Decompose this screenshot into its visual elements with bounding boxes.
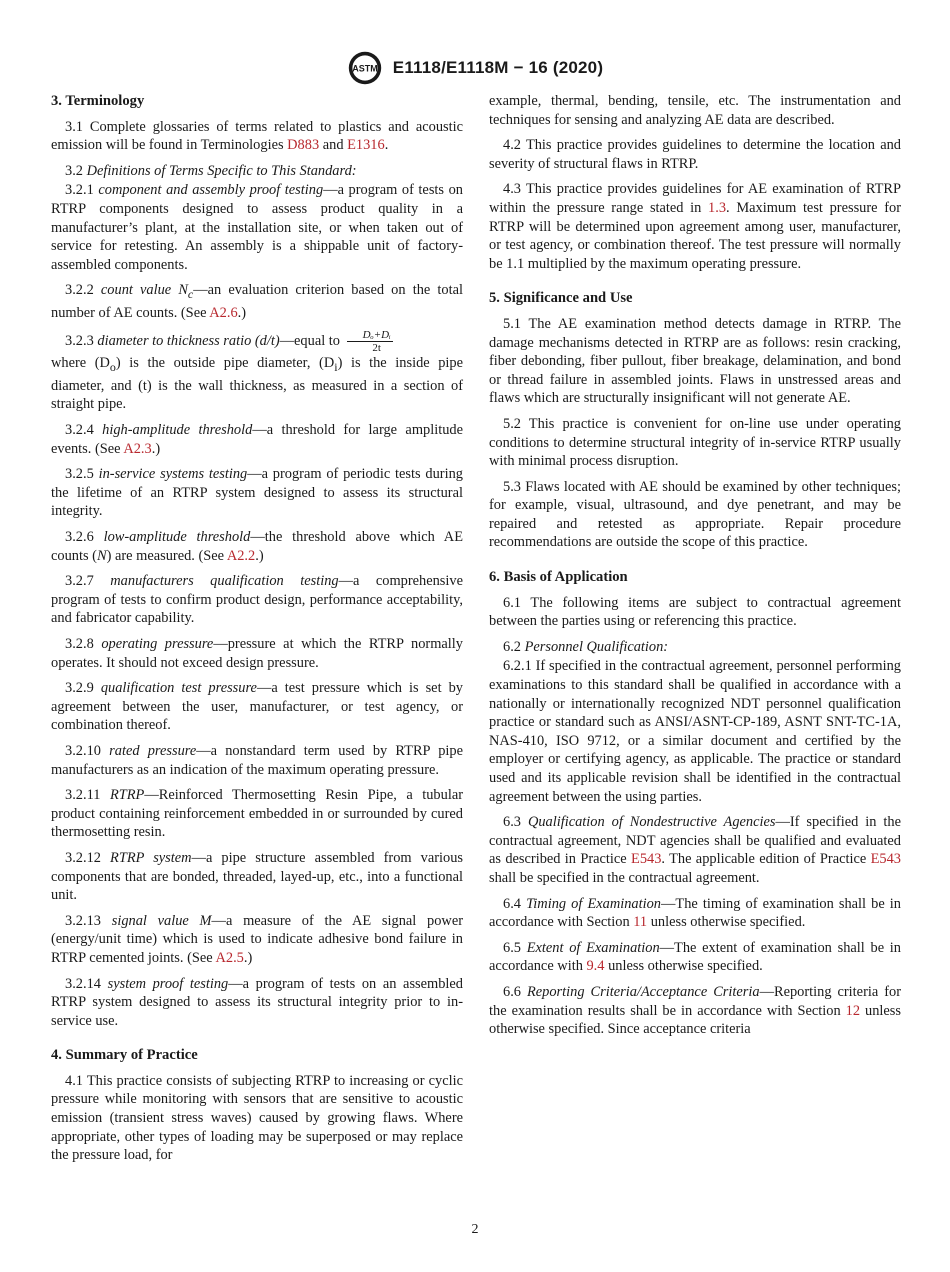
reference-link[interactable]: E543 xyxy=(870,851,901,868)
page-header xyxy=(0,50,950,86)
paragraph: 6.6 Reporting Criteria/Acceptance Criteria—Reporting criteria for the examination results shall be in accordance with Section 12 unless otherwise specified. Since acceptance criteria xyxy=(489,983,902,1038)
right-column xyxy=(489,92,901,1046)
paragraph: 4.2 This practice provides guidelines to determine the location and severity of structural flaws in RTRP. xyxy=(489,137,901,172)
definition: 3.2.14 system proof testing—a program of tests on an assembled RTRP system designed to assess its structural integrity prior to in-service use. xyxy=(51,975,464,1029)
term: RTRP xyxy=(109,787,145,804)
definition: 3.2.6 low-amplitude threshold—the threshold above which AE counts (N) are measured. (See A2.2.) xyxy=(51,529,463,564)
term: component and assembly proof testing xyxy=(98,182,324,199)
page-number: 2 xyxy=(471,1222,479,1237)
logo-text: ASTM xyxy=(352,63,378,74)
reference-link[interactable]: D883 xyxy=(287,137,320,154)
reference-link[interactable]: A2.6 xyxy=(209,304,238,321)
reference-link[interactable]: 1.3 xyxy=(708,199,727,216)
term: rated pressure xyxy=(109,742,197,759)
left-column xyxy=(51,92,463,1172)
paragraph: 4.1 This practice consists of subjecting RTRP to increasing or cyclic pressure while monitoring with sensors that are sensitive to acoustic emission (transient stress waves) caused by growing flaws. Where appropriate, other types of loading may be superposed or may replace the pressure load, for xyxy=(51,1072,463,1164)
formula-fraction: $\frac{\text{Dₒ+Dᵢ}}{2t}$ xyxy=(347,329,393,354)
definition: 3.2.7 manufacturers qualification testing—a comprehensive program of tests to confirm product design, performance acceptability, and fabricator capability. xyxy=(51,573,463,627)
term: operating pressure xyxy=(101,636,214,652)
term: manufacturers qualification testing xyxy=(110,573,339,590)
definition: 3.2.2 count value $N_c—an$ evaluation criterion based on the total number of AE counts. (See A2.6.) xyxy=(51,282,463,321)
definition: 3.2.13 signal value M—a measure of the AE signal power (energy/unit time) which is used to indicate adhesive bond failure in RTRP cemented joints. (See A2.5.) xyxy=(51,912,464,966)
term: signal value M xyxy=(111,912,212,929)
paragraph: 6.2.1 If specified in the contractual agreement, personnel performing examinations to this standard shall be qualified in accordance with a nationally or internationally recognized NDT personnel qualification practice or standard such as ANSI/ASNT-CP-189, ASNT SNT-TC-1A, NAS-410, ISO 9712, or a similar document and certified by the employer or certifying agency, as applicable. The practice or standard used and its applicable revision shall be identified in the contractual agreement between the using parties. xyxy=(489,658,901,805)
definition: 3.2.1 component and assembly proof testing—a program of tests on RTRP components designed to assess product quality in a manufacturer’s plant, at the installation site, or when taken out of service for retesting. An assembly is a shippable unit of factory-assembled components. xyxy=(51,182,463,273)
reference-link[interactable]: A2.2 xyxy=(226,547,256,564)
paragraph: 3.2 Definitions of Terms Specific to This Standard: xyxy=(65,162,357,179)
definition: 3.2.10 rated pressure—a nonstandard term used by RTRP pipe manufacturers as an indication of the maximum operating pressure. xyxy=(51,742,463,778)
term: low-amplitude threshold xyxy=(103,529,251,546)
term: count value N xyxy=(100,282,188,299)
term: high-amplitude threshold xyxy=(102,422,253,439)
term: system proof testing xyxy=(107,975,229,992)
paragraph: 6.3 Qualification of Nondestructive Agencies—If specified in the contractual agreement, NDT agencies shall be qualified and evaluated as described in Practice E543. The applicable edition of Practice E543 shall be specified in the contractual agreement. xyxy=(489,814,902,886)
standard-designation: E1118/E1118M − 16 (2020) xyxy=(392,58,604,77)
section-heading: 5. Significance and Use xyxy=(489,290,633,307)
paragraph: 5.1 The AE examination method detects damage in RTRP. The damage mechanisms detected in RTRP are as follows: resin cracking, fiber debonding, fiber pullout, fiber breakage, delamination, and bond or thread failure in assembled joints. Flaws in unstressed areas and flaws which are structurally insignificant will not generate AE. xyxy=(489,315,901,407)
paragraph: 6.5 Extent of Examination—The extent of examination shall be in accordance with 9.4 unless otherwise specified. xyxy=(489,939,901,975)
paragraph: 4.3 This practice provides guidelines for AE examination of RTRP within the pressure range stated in 1.3. Maximum test pressure for RTRP will be determined upon agreement among user, manufacturer, or test agency, or combination thereof. The test pressure will normally be 1.1 multiplied by the maximum operating pressure. xyxy=(489,181,901,272)
definition: 3.2.5 in-service systems testing—a program of periodic tests during the lifetime of an RTRP system designed to assess its structural integrity. xyxy=(51,466,463,520)
term: diameter to thickness ratio (d/t) xyxy=(97,333,280,350)
definition: 3.2.8 operating pressure—pressure at which the RTRP normally operates. It should not exceed design pressure. xyxy=(51,636,463,671)
paragraph-continuation: example, thermal, bending, tensile, etc. The instrumentation and techniques for sensing and analyzing AE data are described. xyxy=(489,93,901,128)
reference-link[interactable]: 9.4 xyxy=(586,958,605,975)
reference-link[interactable]: E543 xyxy=(631,851,662,868)
paragraph: 6.2 Personnel Qualification: xyxy=(503,638,669,655)
paragraph: 5.2 This practice is convenient for on-line use under operating conditions to determine structural integrity of in-service RTRP usually with minimal process disruption. xyxy=(489,415,901,470)
reference-link[interactable]: A2.3 xyxy=(123,440,152,457)
reference-link[interactable]: 12 xyxy=(845,1002,861,1019)
paragraph: 3.1 Complete glossaries of terms related to plastics and acoustic emission will be found in Terminologies D883 and E1316. xyxy=(51,118,463,154)
definition: 3.2.9 qualification test pressure—a test pressure which is set by agreement between the user, manufacturer, or test agency, or combination thereof. xyxy=(51,680,463,734)
reference-link[interactable]: A2.5 xyxy=(215,949,244,966)
term: in-service systems testing xyxy=(98,466,248,483)
definition: 3.2.12 RTRP system—a pipe structure assembled from various components that are bonded, threaded, layed-up, etc., into a functional unit. xyxy=(51,849,463,904)
paragraph: 6.1 The following items are subject to contractual agreement between the parties using or referencing this practice. xyxy=(489,594,901,630)
reference-link[interactable]: 11 xyxy=(633,914,648,931)
section-heading: 3. Terminology xyxy=(51,93,145,109)
definition: 3.2.3 diameter to thickness ratio (d/t)—equal to $\frac{\text{Dₒ+Dᵢ}}{2t}$ where $(D_o)$ is the outside pipe diameter, $(D_i)$ is the inside pipe diameter, and (t) is the wall thickness, as measured in a section of straight pipe. xyxy=(51,329,463,413)
paragraph: 6.4 Timing of Examination—The timing of examination shall be in accordance with Section 11 unless otherwise specified. xyxy=(489,895,901,931)
definition: 3.2.4 high-amplitude threshold—a threshold for large amplitude events. (See A2.3.) xyxy=(51,422,463,457)
term: qualification test pressure xyxy=(100,680,257,697)
reference-link[interactable]: E1316 xyxy=(347,137,385,154)
definition: 3.2.11 RTRP—Reinforced Thermosetting Resin Pipe, a tubular product containing reinforcement embedded in or surrounded by cured thermosetting resin. xyxy=(51,787,463,841)
term: RTRP system xyxy=(110,849,192,866)
paragraph: 5.3 Flaws located with AE should be examined by other techniques; for example, visual, ultrasound, and dye penetrant, and may be repaired and retested as appropriate. Repair procedure recommendations are outside the scope of this practice. xyxy=(489,478,901,551)
section-heading: 4. Summary of Practice xyxy=(51,1047,198,1064)
section-heading: 6. Basis of Application xyxy=(489,569,628,586)
astm-logo-icon xyxy=(347,50,383,86)
